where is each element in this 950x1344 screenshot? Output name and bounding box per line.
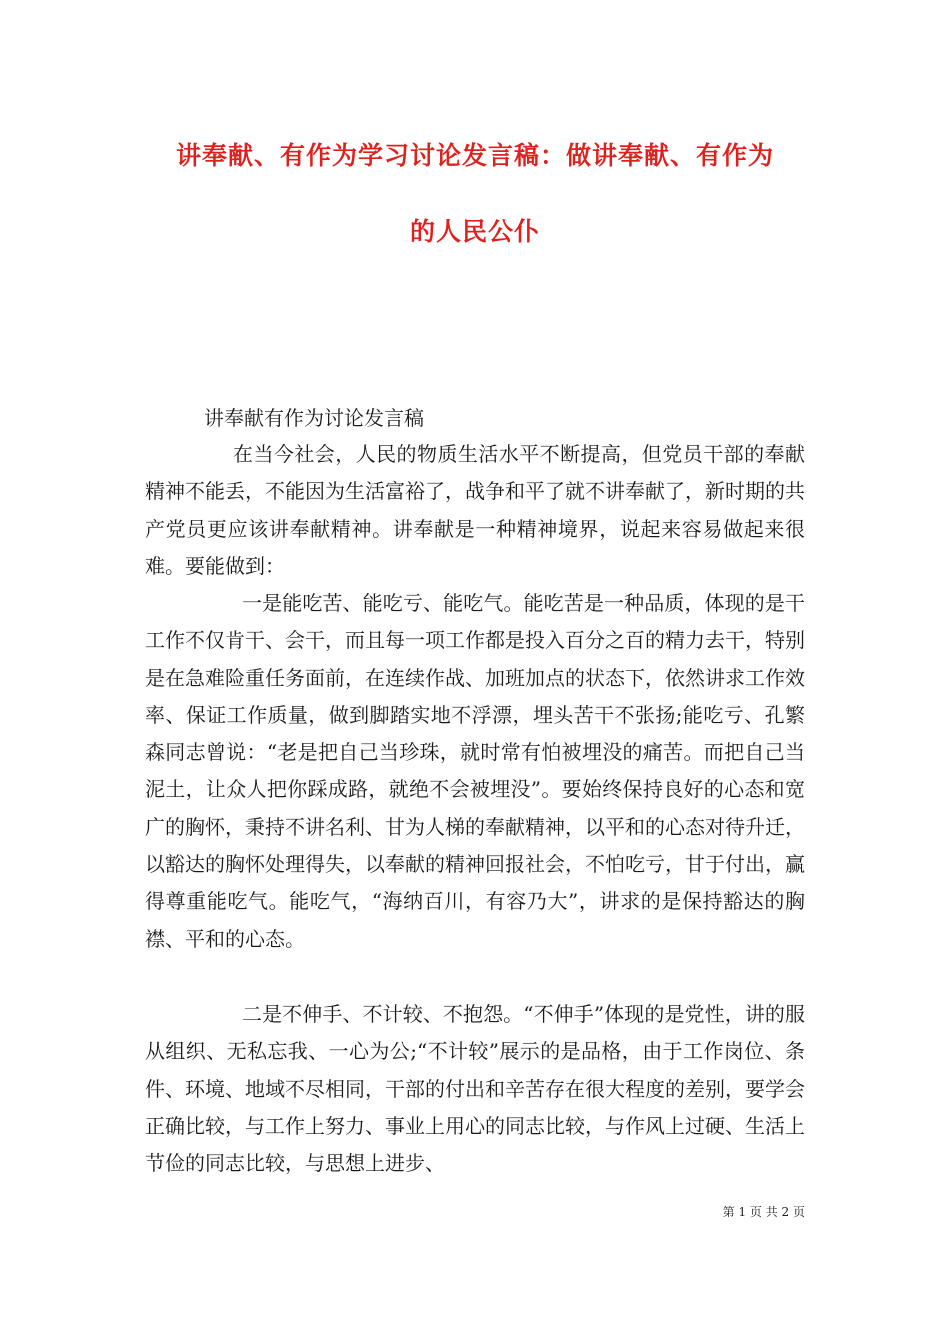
paragraph-point-two: 二是不伸手、不计较、不抱怨。“不伸手”体现的是党性，讲的服从组织、无私忘我、一心为公;“不计较”展示的是品格，由于工作岗位、条件、环境、地域不尽相同，干部的付出和辛苦存在很大程度的差别，要学会正确比较，与工作上努力、事业上用心的同志比较，与作风上过硬、生活上节俭的同志比较，与思想上进步、 <box>145 1002 805 1176</box>
paragraph-point-one: 一是能吃苦、能吃亏、能吃气。能吃苦是一种品质，体现的是干工作不仅肯干、会干，而且每一项工作都是投入百分之百的精力去干，特别是在急难险重任务面前，在连续作战、加班加点的状态下，依然讲求工作效率、保证工作质量，做到脚踏实地不浮漂，埋头苦干不张扬;能吃亏、孔繁森同志曾说：“老是把自己当珍珠，就时常有怕被埋没的痛苦。而把自己当泥土，让众人把你踩成路，就绝不会被埋没”。要始终保持良好的心态和宽广的胸怀，秉持不讲名利、甘为人梯的奉献精神，以平和的心态对待升迁，以豁达的胸怀处理得失，以奉献的精神回报社会，不怕吃亏，甘于付出，赢得尊重能吃气。能吃气，“海纳百川，有容乃大”，讲求的是保持豁达的胸襟、平和的心态。 <box>145 591 805 951</box>
page-title-line-1: 讲奉献、有作为学习讨论发言稿：做讲奉献、有作为 <box>175 141 774 170</box>
document-subtitle: 讲奉献有作为讨论发言稿 <box>204 406 424 430</box>
page-title-line-2: 的人民公仆 <box>409 217 540 246</box>
paragraph-intro: 在当今社会，人民的物质生活水平不断提高，但党员干部的奉献精神不能丢，不能因为生活富裕了，战争和平了就不讲奉献了，新时期的共产党员更应该讲奉献精神。讲奉献是一种精神境界，说起来容易做起来很难。要能做到： <box>145 442 805 578</box>
page-number-footer: 第 1 页 共 2 页 <box>722 1205 805 1219</box>
